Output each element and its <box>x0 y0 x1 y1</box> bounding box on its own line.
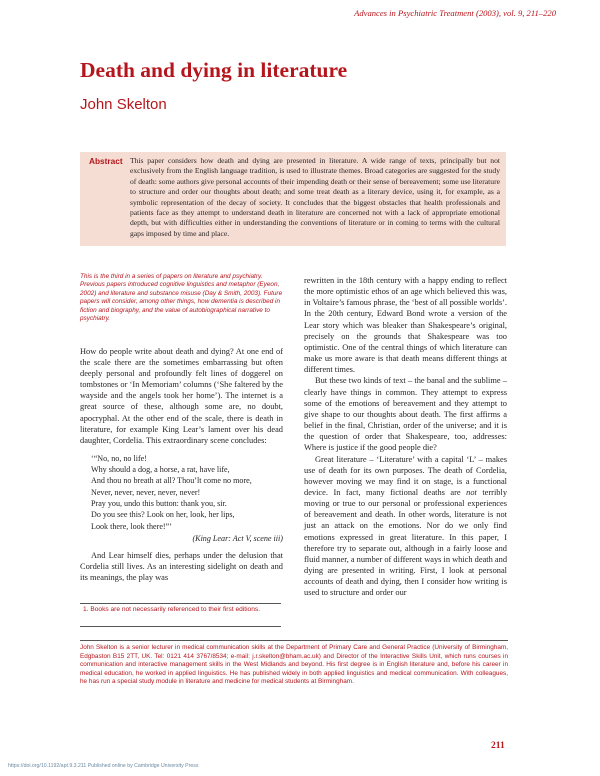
emphasis-text: not <box>466 487 477 497</box>
text-run: Great literature – ‘Literature’ with a capital ‘L’ – makes use of death for its own purposes. The death of Cordelia, however moving we may find it on stage, is a functional device. In fact, many fictional deaths are <box>304 454 507 497</box>
quote-line: And thou no breath at all? Thou’lt come no more, <box>91 476 252 486</box>
footnote: 1. Books are not necessarily referenced to their first editions. <box>80 603 281 627</box>
body-column-left <box>80 346 283 583</box>
quote-line: Look there, look there!”’ <box>91 521 172 531</box>
king-lear-quote <box>91 453 283 532</box>
quote-line: ‘“No, no, no life! <box>91 453 147 463</box>
abstract-box <box>80 152 506 246</box>
body-paragraph: How do people write about death and dying? At one end of the scale there are the sometimes embarrassing but often deeply personal and profoundly felt lines of doggerel on tombstones or ‘In Memoriam’ columns (‘She faltered by the wayside and the angels took her home’). The internet is a great source of these, although some are, no doubt, apocryphal. At the other end of the scale, there is death in literature, for example King Lear’s lament over his dead daughter, Cordelia. This extraordinary scene concludes: <box>80 347 283 445</box>
abstract-label: Abstract <box>89 156 123 166</box>
text-run: terribly moving or true to our personal or professional experiences of bereavement and death. In other words, literature is not just an attack on the emotions. Nor do we only find emotions expressed in great literature. In this paper, I therefore try to separate out, although in a fairly loose and fluid manner, a number of different ways in which death and dying are presented in writing. First, I look at personal accounts of death and dying, then I consider how writing is used to structure and order our <box>304 487 508 598</box>
quote-line: Why should a dog, a horse, a rat, have life, <box>91 465 230 475</box>
article-author: John Skelton <box>80 96 167 113</box>
body-paragraph: But these two kinds of text – the banal and the sublime – clearly have things in common. They attempt to express some of the emotions of bereavement and they attempt to give shape to our thoughts about death. The first affirms a belief in the final, Christian, order of the universe; and it is the question of order that Shakespeare, too, addresses: Where is justice if the good people die? <box>304 376 507 453</box>
body-paragraph: rewritten in the 18th century with a happy ending to reflect the more optimistic ethos of an age which believed this was, in Voltaire’s famous phrase, the ‘best of all possible worlds’. In the 20th century, Edward Bond wrote a version of the Lear story which was bleaker than Shakespeare’s original, precisely on the grounds that Shakespeare was too optimistic. One of the central things of which literature can make us more aware is that death means different things at different times. <box>304 276 507 375</box>
quote-line: Pray you, undo this button: thank you, sir. <box>91 499 227 509</box>
quote-line: Do you see this? Look on her, look, her lips, <box>91 510 235 520</box>
quote-line: Never, never, never, never, never! <box>91 487 201 497</box>
series-note: This is the third in a series of papers on literature and psychiatry. Previous papers introduced cognitive linguistics and metaphor (Eyeon, 2002) and literature and substance misuse (Day & Smith, 2003). Future papers will consider, among other things, how dementia is described in fiction and biography, and the value of autobiographical narrative to psychiatry. <box>80 273 283 323</box>
body-paragraph <box>304 454 507 599</box>
quote-citation: (King Lear: Act V, scene iii) <box>192 533 283 543</box>
divider <box>80 640 508 641</box>
body-paragraph: And Lear himself dies, perhaps under the delusion that Cordelia still lives. As an interesting sidelight on death and its meanings, the play was <box>80 550 283 583</box>
doi-link[interactable]: https://doi.org/10.1192/apt.9.3.211 Published online by Cambridge University Press <box>8 763 199 769</box>
abstract-text: This paper considers how death and dying are presented in literature. A wide range of texts, principally but not exclusively from the English language tradition, is used to illustrate themes. Broad categories are suggested for the study of death: some authors give personal accounts of their impending death or their sense of bereavement; some use literature to structure and order our thoughts about death; and some treat death as a literary device, using it, for example, as a symbolic representation of the decay of society. It concludes that the biggest obstacles that health professionals and patients face as they attempt to understand death in literature are concerned not with a lack of appropriate emotional depth, but with difficulties either in understanding the conventions of literature or in coming to terms with the cultural gaps imposed by time and place. <box>130 156 500 238</box>
page-number: 211 <box>491 741 505 751</box>
article-title: Death and dying in literature <box>80 58 348 82</box>
body-column-right <box>304 275 507 599</box>
author-bio: John Skelton is a senior lecturer in medical communication skills at the Department of Primary Care and General Practice (University of Birmingham, Edgbaston B15 2TT, UK. Tel: 0121 414 3767/8534; e-mail: j.r.skelton@bham.ac.uk) and Director of the Interactive Skills Unit, which runs courses in communication and interactive management skills in the West Midlands and beyond. His first degree is in English literature and, before his career in medical education, he worked in applied linguistics. He has published widely in both applied linguistics and medical communication. With colleagues, he has run a special study module in literature and medicine for medical students at Birmingham. <box>80 644 508 685</box>
journal-header: Advances in Psychiatric Treatment (2003), vol. 9, 211–220 <box>354 8 556 18</box>
